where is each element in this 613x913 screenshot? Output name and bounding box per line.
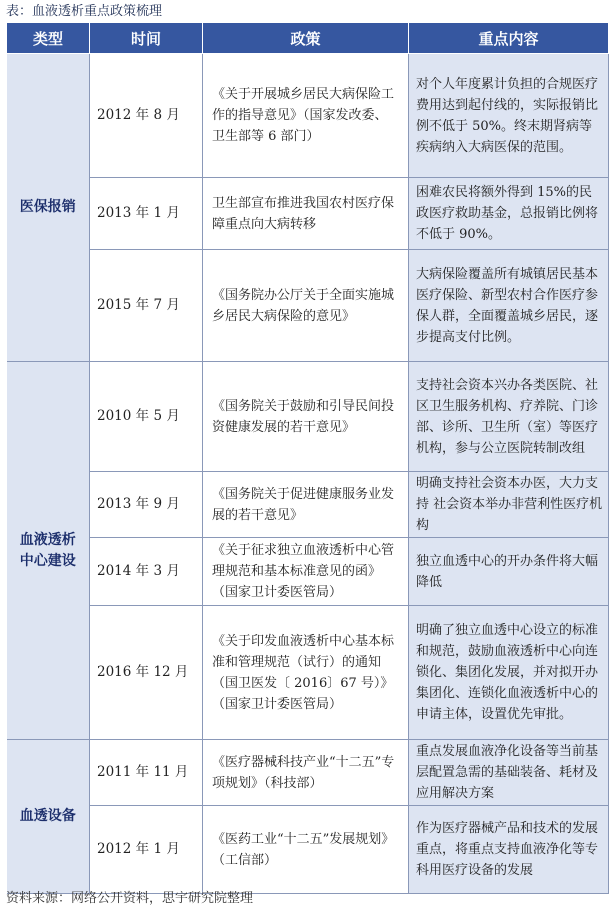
table-row — [7, 362, 609, 472]
header-policy: 政策 — [203, 23, 409, 54]
table-row — [7, 54, 609, 178]
policy-cell: 《关于开展城乡居民大病保险工作的指导意见》（国家发改委、卫生部等 6 部门） — [203, 54, 409, 178]
time-cell: 2013 年 1 月 — [90, 178, 203, 250]
table-row — [7, 606, 609, 740]
policy-cell: 《国务院关于促进健康服务业发展的若干意见》 — [203, 472, 409, 538]
time-cell: 2012 年 8 月 — [90, 54, 203, 178]
time-cell: 2011 年 11 月 — [90, 740, 203, 806]
policy-cell: 卫生部宣布推进我国农村医疗保障重点向大病转移 — [203, 178, 409, 250]
table-row — [7, 806, 609, 894]
policy-cell: 《国务院关于鼓励和引导民间投资健康发展的若干意见》 — [203, 362, 409, 472]
policy-cell: 《关于印发血液透析中心基本标准和管理规范（试行）的通知（国卫医发〔 2016〕67 号）》（国家卫计委医管局） — [203, 606, 409, 740]
content-cell: 对个人年度累计负担的合规医疗费用达到起付线的，实际报销比例不低于 50%。终末期肾病等疾病纳入大病医保的范围。 — [409, 54, 609, 178]
type-cell-dialysis-center — [7, 362, 90, 740]
type-label-line2: 中心建设 — [19, 552, 76, 569]
time-cell: 2012 年 1 月 — [90, 806, 203, 894]
policy-table — [6, 22, 609, 894]
type-label-line1: 血液透析 — [19, 531, 76, 548]
header-content: 重点内容 — [409, 23, 609, 54]
policy-cell: 《国务院办公厅关于全面实施城乡居民大病保险的意见》 — [203, 250, 409, 362]
source-note: 资料来源：网络公开资料，思宇研究院整理 — [6, 891, 254, 906]
time-cell: 2014 年 3 月 — [90, 538, 203, 606]
content-cell: 独立血透中心的开办条件将大幅降低 — [409, 538, 609, 606]
content-cell: 作为医疗器械产品和技术的发展重点，将重点支持血液净化等专科用医疗设备的发展 — [409, 806, 609, 894]
table-row — [7, 740, 609, 806]
table-row — [7, 178, 609, 250]
content-cell: 明确支持社会资本办医，大力支持 社会资本举办非营利性医疗机构 — [409, 472, 609, 538]
content-cell: 大病保险覆盖所有城镇居民基本医疗保险、新型农村合作医疗参保人群，全面覆盖城乡居民，逐步提高支付比例。 — [409, 250, 609, 362]
table-row — [7, 472, 609, 538]
content-cell: 支持社会资本兴办各类医院、社区卫生服务机构、疗养院、门诊部、诊所、卫生所（室）等医疗机构，参与公立医院转制改组 — [409, 362, 609, 472]
header-time: 时间 — [90, 23, 203, 54]
policy-cell: 《关于征求独立血液透析中心管理规范和基本标准意见的函》（国家卫计委医管局） — [203, 538, 409, 606]
content-cell: 明确了独立血透中心设立的标准和规范，鼓励血液透析中心向连锁化、集团化发展，并对拟开办集团化、连锁化血液透析中心的申请主体，设置优先审批。 — [409, 606, 609, 740]
type-label: 医保报销 — [19, 199, 76, 215]
header-type: 类型 — [7, 23, 90, 54]
table-row — [7, 538, 609, 606]
policy-cell: 《医疗器械科技产业“十二五”专项规划》（科技部） — [203, 740, 409, 806]
time-cell: 2013 年 9 月 — [90, 472, 203, 538]
table-header-row — [7, 23, 609, 54]
type-label: 血透设备 — [19, 808, 76, 824]
time-cell: 2016 年 12 月 — [90, 606, 203, 740]
type-cell-insurance — [7, 54, 90, 362]
time-cell: 2015 年 7 月 — [90, 250, 203, 362]
table-caption: 表：血液透析重点政策梳理 — [6, 4, 163, 19]
policy-cell: 《医药工业“十二五”发展规划》（工信部） — [203, 806, 409, 894]
content-cell: 困难农民将额外得到 15%的民政医疗救助基金，总报销比例将不低于 90%。 — [409, 178, 609, 250]
type-cell-equipment — [7, 740, 90, 894]
content-cell: 重点发展血液净化设备等当前基层配置急需的基础装备、耗材及应用解决方案 — [409, 740, 609, 806]
time-cell: 2010 年 5 月 — [90, 362, 203, 472]
table-row — [7, 250, 609, 362]
